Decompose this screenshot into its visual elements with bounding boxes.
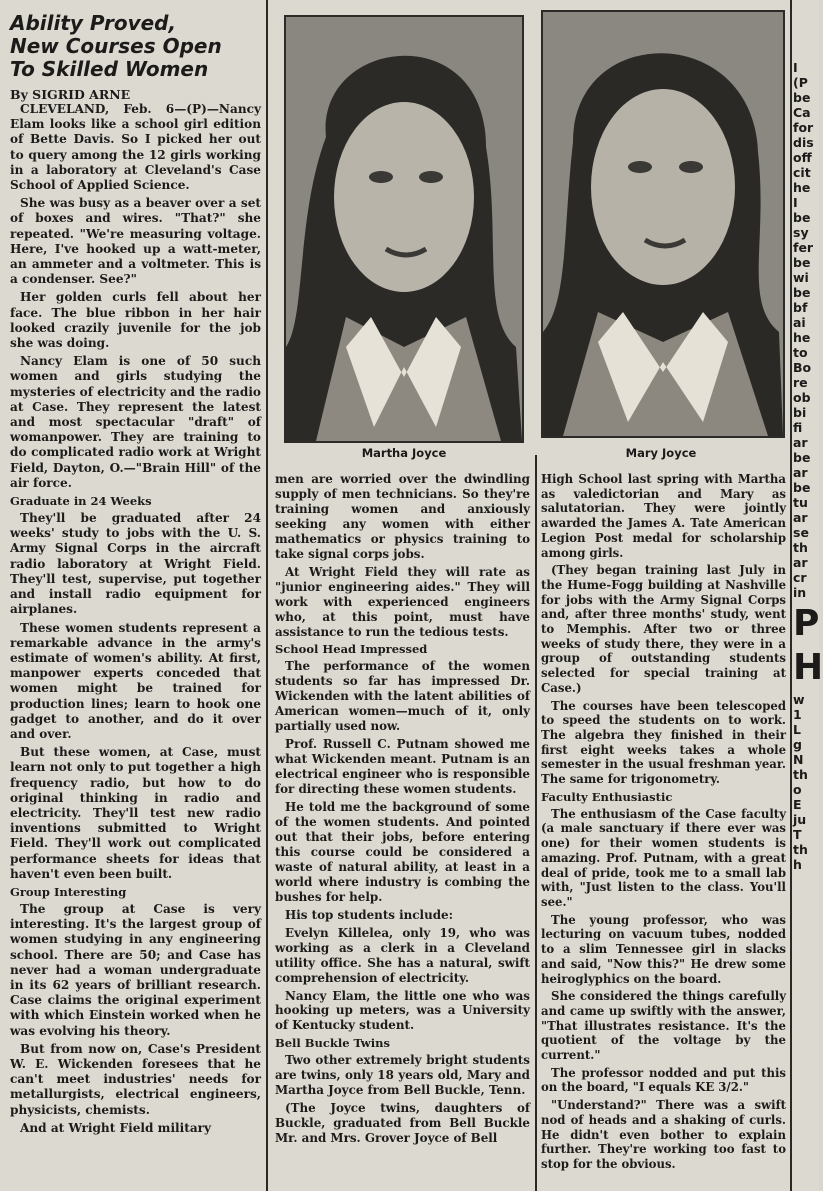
edge-text-fragment: wi (793, 270, 809, 285)
column-rule (535, 455, 537, 1191)
edge-text-fragment: H (793, 647, 823, 688)
edge-text-fragment: T (793, 827, 802, 842)
adjacent-column-fragment (793, 60, 823, 872)
article-column-2 (275, 472, 530, 1149)
article-paragraph: And at Wright Field military (20, 1120, 212, 1135)
edge-text-fragment: be (793, 210, 811, 225)
article-paragraph: The group at Case is very interesting. It's the largest group of women studying in any engineering school. There are 50; and Case has never had a woman undergraduate in its 62 years of brilliant research. Case claims the original experiment with which Einstein worked when he was evolving his theory. (10, 901, 261, 1038)
edge-text-fragment: ar (793, 435, 808, 450)
edge-text-fragment: cr (793, 570, 807, 585)
edge-text-fragment: Bo (793, 360, 812, 375)
edge-text-fragment: E (793, 797, 802, 812)
edge-text-fragment: h (793, 857, 802, 872)
edge-text-fragment: be (793, 480, 811, 495)
photo-mary-joyce (541, 10, 785, 438)
article-paragraph: They'll be graduated after 24 weeks' study to jobs with the U. S. Army Signal Corps in the aircraft radio laboratory at Wright Field. They'll test, supervise, put together and install radio equipment for airplanes. (10, 511, 261, 617)
edge-text-fragment: ai (793, 315, 806, 330)
edge-text-fragment: be (793, 285, 811, 300)
edge-text-fragment: he (793, 330, 811, 345)
edge-text-fragment: be (793, 90, 811, 105)
article-paragraph: At Wright Field they will rate as "junior engineering aides." They will work with experienced engineers who, at this point, must have assistance to run the tedious tests. (275, 564, 530, 639)
edge-text-fragment: for (793, 120, 814, 135)
article-paragraph: High School last spring with Martha as valedictorian and Mary as salutatorian. They were jointly awarded the James A. Tate American Legion Post medal for scholarship among girls. (541, 472, 786, 560)
article-paragraph: Her golden curls fell about her face. The blue ribbon in her hair looked crazily juvenile for the job she was doing. (10, 290, 261, 351)
headline-line: New Courses Open (10, 34, 222, 58)
headline-line: To Skilled Women (10, 57, 209, 81)
article-paragraph: Evelyn Killelea, only 19, who was working as a clerk in a Cleveland utility office. She has a natural, swift comprehension of electricity. (275, 925, 530, 985)
article-paragraph: "Understand?" There was a swift nod of heads and a shaking of curls. He didn't even bother to explain further. They're working too fast to stop for the obvious. (541, 1098, 786, 1171)
edge-text-fragment: ar (793, 555, 808, 570)
edge-text-fragment: he (793, 180, 811, 195)
edge-text-fragment: ju (793, 812, 807, 827)
article-paragraph: CLEVELAND, Feb. 6—(P)—Nancy Elam looks like a school girl edition of Bette Davis. So I picked her out to query among the 12 girls working in a laboratory at Cleveland's Case School of Applied Science. (10, 102, 261, 193)
headline (10, 12, 261, 81)
edge-text-fragment: o (793, 782, 802, 797)
photo-caption: Mary Joyce (625, 446, 697, 460)
edge-text-fragment: ob (793, 390, 811, 405)
article-paragraph: Prof. Russell C. Putnam showed me what Wickenden meant. Putnam is an electrical engineer who is responsible for directing these women students. (275, 737, 530, 797)
edge-text-fragment: be (793, 255, 811, 270)
edge-text-fragment: I (793, 195, 798, 210)
edge-text-fragment: bf (793, 300, 808, 315)
article-paragraph: The professor nodded and put this on the board, "I equals KE 3/2." (541, 1065, 786, 1095)
edge-text-fragment: P (793, 603, 820, 644)
edge-text-fragment: fi (793, 420, 803, 435)
edge-text-fragment: be (793, 450, 811, 465)
article-paragraph: His top students include: (285, 907, 453, 922)
article-paragraph: He told me the background of some of the women students. And pointed out that their jobs, before entering this course could be considered a waste of natural ability, at least in a world where industry is combing the bushes for help. (275, 800, 530, 904)
section-subhead: Faculty Enthusiastic (541, 789, 673, 804)
edge-text-fragment: cit (793, 165, 811, 180)
section-subhead: Graduate in 24 Weeks (10, 494, 152, 509)
article-paragraph: (The Joyce twins, daughters of Buckle, graduated from Bell Buckle Mr. and Mrs. Grover Joyce of Bell (275, 1101, 530, 1146)
edge-text-fragment: sy (793, 225, 809, 240)
edge-text-fragment: in (793, 585, 807, 600)
article-paragraph: Nancy Elam, the little one who was hooking up meters, was a University of Kentucky student. (275, 988, 530, 1033)
edge-text-fragment: Ca (793, 105, 811, 120)
edge-text-fragment: se (793, 525, 809, 540)
article-column-1 (10, 10, 261, 1139)
article-paragraph: Nancy Elam is one of 50 such women and girls studying the mysteries of electricity and the radio at Case. They represent the latest and most spectacular "draft" of womanpower. They are training to do complicated radio work at Wright Field, Dayton, O.—"Brain Hill" of the air force. (10, 354, 261, 490)
edge-text-fragment: ar (793, 465, 808, 480)
article-paragraph: But from now on, Case's President W. E. Wickenden foresees that he can't meet industries' needs for metallurgists, electrical engineers, physicists, chemists. (10, 1041, 261, 1117)
edge-text-fragment: th (793, 767, 808, 782)
edge-text-fragment: fer (793, 240, 814, 255)
article-paragraph: But these women, at Case, must learn not only to put together a high frequency radio, but how to do original thinking in radio and electricity. They'll test new radio inventions submitted to Wright Field. They'll work out complicated performance sheets for ideas that haven't even been built. (10, 745, 261, 881)
headline-line: Ability Proved, (10, 11, 177, 35)
byline: By SIGRID ARNE (10, 87, 131, 102)
section-subhead: Group Interesting (10, 884, 127, 899)
article-paragraph: (They began training last July in the Hume-Fogg building at Nashville for jobs with the Army Signal Corps and, after three months' study, went to Memphis. After two or three weeks of study there, they were in a group of outstanding students selected for special training at Case.) (541, 563, 786, 695)
edge-text-fragment: re (793, 375, 808, 390)
article-paragraph: Two other extremely bright students are twins, only 18 years old, Mary and Martha Joyce from Bell Buckle, Tenn. (275, 1053, 530, 1098)
edge-text-fragment: L (793, 722, 801, 737)
section-subhead: School Head Impressed (275, 642, 428, 657)
edge-text-fragment: I (793, 60, 798, 75)
edge-text-fragment: 1 (793, 707, 802, 722)
photo-martha-joyce (284, 15, 524, 443)
article-paragraph: The enthusiasm of the Case faculty (a male sanctuary if there ever was one) for their women students is amazing. Prof. Putnam, with a great deal of pride, took me to a small lab with, "Just listen to the class. You'll see." (541, 806, 786, 909)
article-paragraph: The young professor, who was lecturing on vacuum tubes, nodded to a slim Tennessee girl in slacks and said, "Now this?" He drew some heiroglyphics on the board. (541, 912, 786, 986)
edge-text-fragment: th (793, 842, 808, 857)
edge-text-fragment: (P (793, 75, 808, 90)
article-paragraph: men are worried over the dwindling supply of men technicians. So they're training women and anxiously seeking any women with either mathematics or physics training to take signal corps jobs. (275, 472, 530, 561)
photo-caption: Martha Joyce (361, 446, 447, 460)
edge-text-fragment: N (793, 752, 804, 767)
article-column-3 (541, 472, 786, 1175)
edge-text-fragment: off (793, 150, 812, 165)
article-paragraph: She considered the things carefully and came up swiftly with the answer, "That illustrates resistance. It's the quotient of the voltage by the current." (541, 989, 786, 1063)
edge-text-fragment: tu (793, 495, 808, 510)
edge-text-fragment: dis (793, 135, 814, 150)
article-paragraph: She was busy as a beaver over a set of boxes and wires. "That?" she repeated. "We're measuring voltage. Here, I've hooked up a watt-meter, an ammeter and a voltmeter. This is a condenser. See?" (10, 196, 261, 287)
edge-text-fragment: w (793, 692, 805, 707)
edge-text-fragment: bi (793, 405, 807, 420)
column-rule (790, 0, 792, 1191)
edge-text-fragment: ar (793, 510, 808, 525)
edge-text-fragment: to (793, 345, 808, 360)
edge-text-fragment: g (793, 737, 802, 752)
article-paragraph: The performance of the women students so far has impressed Dr. Wickenden with the latent abilities of American women—much of it, only partially used now. (275, 659, 530, 734)
article-paragraph: The courses have been telescoped to speed the students on to work. The algebra they finished in their first eight weeks takes a whole semester in the usual freshman year. The same for trigonometry. (541, 698, 786, 787)
section-subhead: Bell Buckle Twins (275, 1036, 390, 1051)
column-rule (266, 0, 268, 1191)
edge-text-fragment: th (793, 540, 808, 555)
article-paragraph: These women students represent a remarkable advance in the army's estimate of women's ability. At first, manpower experts conceded that women might be trained for production lines; learn to hook one gadget to another, and do it over and over. (10, 620, 261, 741)
